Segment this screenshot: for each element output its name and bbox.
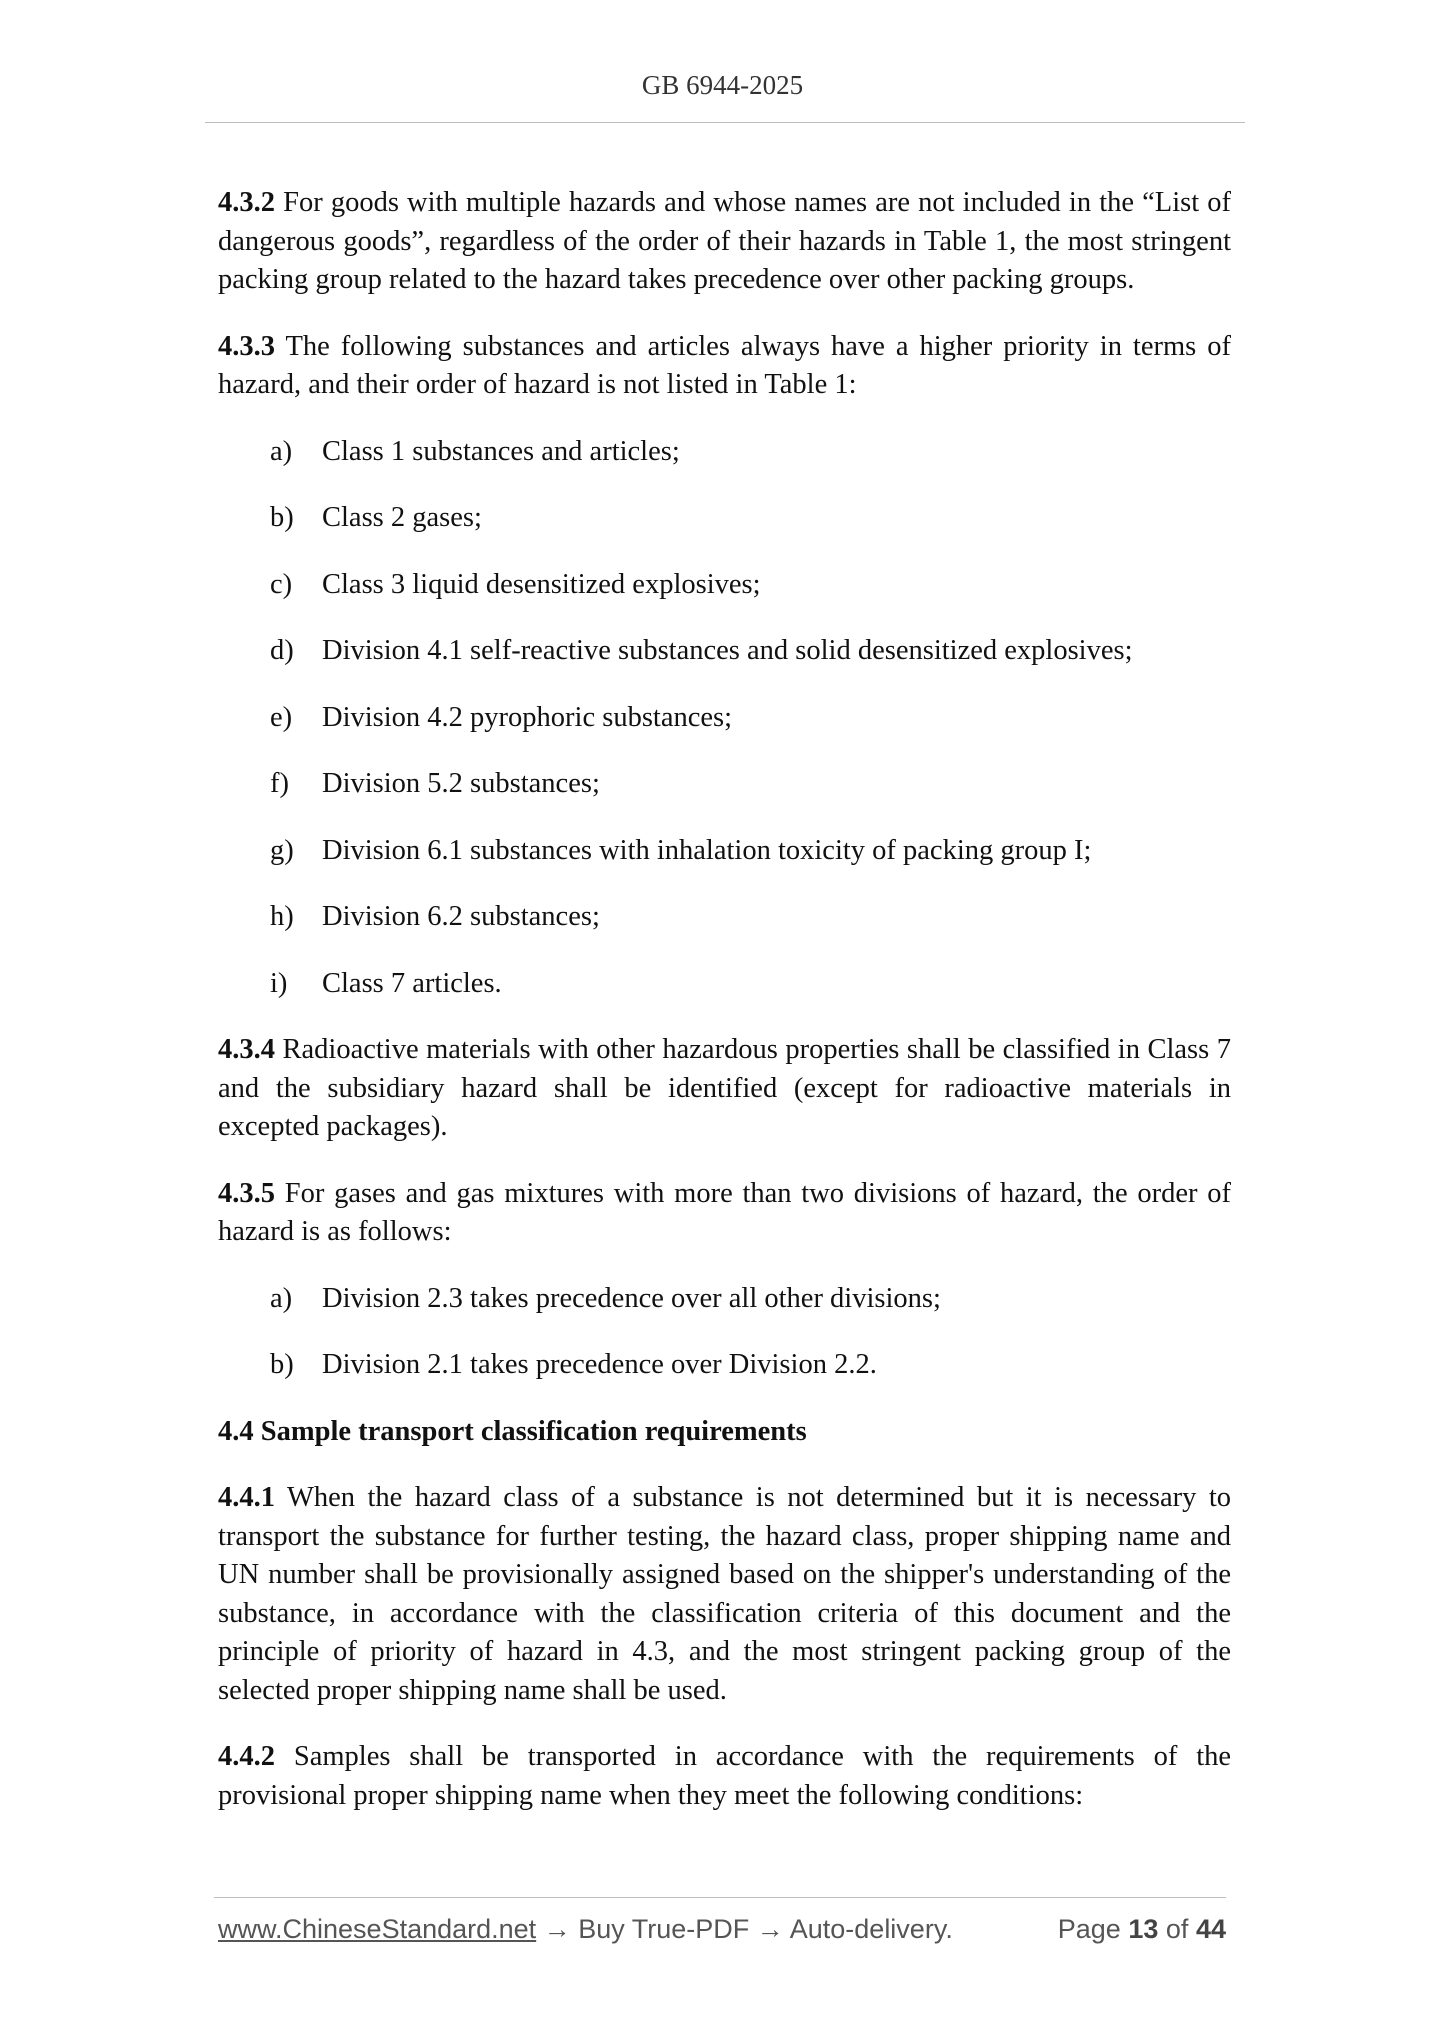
- list-item: [218, 832, 1231, 871]
- page-body: [218, 184, 1231, 1843]
- clause-number: 4.3.2: [218, 187, 275, 218]
- clause-text: For goods with multiple hazards and whose names are not included in the “List of dangerous goods”, regardless of the order of their hazards in Table 1, the most stringent packing group related to the hazard takes precedence over other packing groups.: [218, 187, 1231, 295]
- clause-4-3-4: [218, 1031, 1231, 1147]
- list-item: [218, 699, 1231, 738]
- list-marker: c): [270, 568, 293, 600]
- list-item-text: Division 2.3 takes precedence over all other divisions;: [322, 1282, 941, 1314]
- clause-text: For gases and gas mixtures with more than two divisions of hazard, the order of hazard is as follows:: [218, 1177, 1231, 1247]
- clause-number: 4.3.3: [218, 330, 275, 362]
- page-current: 13: [1128, 1914, 1159, 1944]
- list-item: [218, 965, 1231, 1004]
- list-item-text: Class 7 articles.: [322, 967, 502, 999]
- list-item: [218, 1346, 1231, 1385]
- list-item: [218, 765, 1231, 804]
- list-item-text: Class 1 substances and articles;: [322, 435, 680, 467]
- section-heading: 4.4 Sample transport classification requirements: [218, 1415, 807, 1447]
- list-marker: f): [270, 768, 289, 799]
- page-of-label: of: [1165, 1914, 1189, 1944]
- clause-4-3-3: [218, 328, 1231, 405]
- clause-4-4-1: [218, 1479, 1231, 1710]
- item-list: [218, 1280, 1231, 1385]
- list-marker: b): [270, 502, 294, 533]
- clause-number: 4.4.1: [218, 1482, 275, 1513]
- footer-tagline: → Buy True-PDF → Auto-delivery.: [536, 1914, 953, 1944]
- list-item-text: Division 6.1 substances with inhalation toxicity of packing group I;: [322, 834, 1092, 866]
- list-marker: h): [270, 901, 294, 932]
- list-marker: i): [270, 967, 288, 999]
- page-header: GB 6944-2025: [641, 70, 804, 100]
- list-item-text: Division 6.2 substances;: [322, 901, 600, 932]
- clause-text: The following substances and articles always have a higher priority in terms of hazard, and their order of hazard is not listed in Table 1:: [218, 330, 1231, 400]
- list-item: [218, 1280, 1231, 1319]
- list-item-text: Division 4.2 pyrophoric substances;: [322, 701, 733, 733]
- clause-number: 4.4.2: [218, 1741, 275, 1772]
- list-marker: a): [270, 435, 293, 467]
- list-item-text: Division 5.2 substances;: [322, 768, 600, 799]
- clause-4-4-2: [218, 1738, 1231, 1815]
- list-item: [218, 433, 1231, 472]
- list-item: [218, 632, 1231, 671]
- list-item: [218, 898, 1231, 937]
- list-marker: d): [270, 635, 294, 666]
- page-indicator: [1058, 1914, 1226, 1945]
- clause-text: When the hazard class of a substance is not determined but it is necessary to transport the substance for further testing, the hazard class, proper shipping name and UN number shall be provisionally assigned based on the shipper's understanding of the substance, in accordance with the classification criteria of this document and the principle of priority of hazard in 4.3, and the most stringent packing group of the selected proper shipping name shall be used.: [218, 1482, 1231, 1706]
- site-link[interactable]: www.ChineseStandard.net: [218, 1914, 537, 1944]
- page-total: 44: [1195, 1914, 1226, 1944]
- list-item-text: Class 3 liquid desensitized explosives;: [322, 568, 761, 600]
- footer-divider: [214, 1897, 1226, 1898]
- clause-number: 4.3.5: [218, 1177, 275, 1209]
- list-marker: e): [270, 701, 293, 733]
- list-item-text: Division 4.1 self-reactive substances and solid desensitized explosives;: [322, 635, 1133, 666]
- list-item-text: Division 2.1 takes precedence over Division 2.2.: [322, 1349, 877, 1380]
- clause-number: 4.3.4: [218, 1034, 275, 1065]
- list-item: [218, 499, 1231, 538]
- list-item-text: Class 2 gases;: [322, 502, 482, 533]
- clause-text: Radioactive materials with other hazardous properties shall be classified in Class 7 and the subsidiary hazard shall be identified (except for radioactive materials in excepted packages).: [218, 1034, 1231, 1142]
- list-item: [218, 566, 1231, 605]
- list-marker: g): [270, 834, 294, 866]
- clause-4-3-5: [218, 1175, 1231, 1252]
- list-marker: a): [270, 1282, 293, 1314]
- clause-text: Samples shall be transported in accordance with the requirements of the provisional proper shipping name when they meet the following conditions:: [218, 1741, 1232, 1811]
- page-footer: [218, 1914, 1226, 1945]
- clause-4-3-2: [218, 184, 1231, 300]
- header-divider: [205, 122, 1245, 123]
- list-marker: b): [270, 1349, 294, 1380]
- page-label: Page: [1057, 1914, 1121, 1944]
- footer-promo: [218, 1914, 953, 1945]
- item-list: [218, 433, 1231, 1004]
